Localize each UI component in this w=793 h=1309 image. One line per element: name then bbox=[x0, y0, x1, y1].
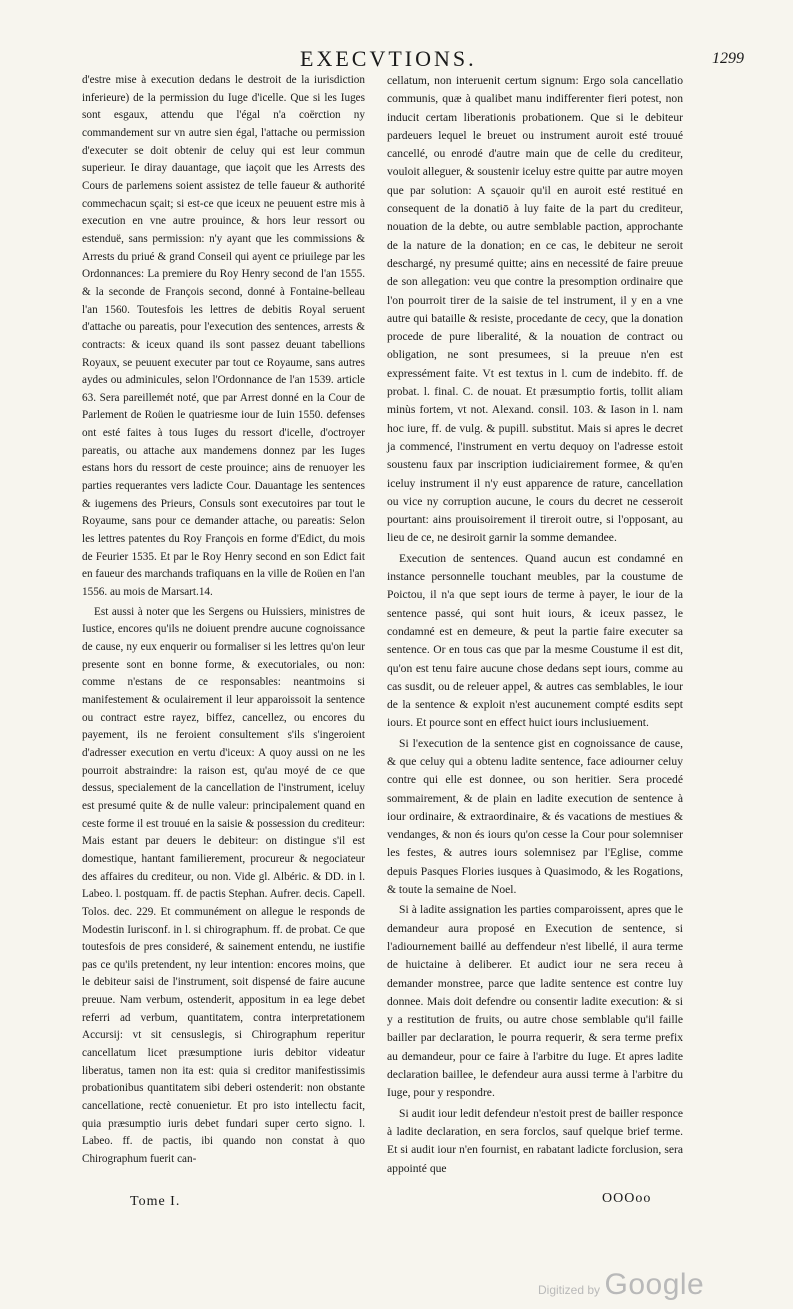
digitized-by-label: Digitized by bbox=[538, 1283, 601, 1297]
right-paragraph-3: Si l'execution de la sentence gist en cognoissance de cause, & que celuy qui a obtenu ladite sentence, face adiourner celuy contre qui elle est donnee, ou son heritier. Sera procedé sommairement, & de plain en ladite execution de sentence à iour ordinaire, & extraordinaire, & és vacations de mestiues & vendanges, & non és iours qu'on cesse la Cour pour solemniser les festes, & autres iours solemnisez par l'Eglise, comme depuis Pasques Flories iusques à Quasimodo, & les Rogations, & toute la semaine de Noel. bbox=[387, 736, 683, 897]
right-paragraph-1: cellatum, non interuenit certum signum: Ergo sola cancellatio communis, quæ à qualibet manu indifferenter fieri potest, non inducit certam liberationis probationem. Que si le debiteur pardeuers lequel le breuet ou instrument auroit esté trouué cancellé, ou enrodé d'autre main que de celle du crediteur, vouloit alleguer, & soustenir iceluy estre quitte par autre moyen que par solution: A sçauoir qu'il en auroit esté restitué en consequent de la donatiō à luy faite de la part du crediteur, nouation de la debte, ou autre semblable paction, approchante de la nature de la donation; en ce cas, le debiteur ne seroit deschargé, ny presumé quitte; ains en necessité de faire preuue de son allegation: veu que contre la presomption ordinaire que l'on pourroit tirer de la saisie de tel instrument, il y en a vne autre qui bataille & resiste, procedante de cecy, que la donation procede de pure liberalité, & la nouation de contract ou obligation, ne sont presumees, si la preuue n'en est expressément faite. Vt est textus in l. cum de indebito. ff. de probat. l. final. C. de nouat. Et præsumptio fortis, tollit aliam minùs fortem, vt not. Alexand. consil. 103. & Iason in l. nam hoc iure, ff. de vulg. & pupill. substitut. Mais si apres le decret ja commencé, l'instrument en vertu dequoy on l'adresse estoit soustenu faux par inscription iudiciairement formee, & qu'en iceluy instrument il n'y eust apparence de rature, cancellation ou vice ny corruption aucune, le cours du decret ne cesseroit pourtant: ains prouisoirement il tireroit outre, si l'opposant, au lieu de ce, ne desiroit garnir la somme demandee. bbox=[387, 74, 683, 545]
running-head-title: EXECVTIONS. bbox=[300, 46, 477, 71]
left-column bbox=[82, 72, 365, 1169]
volume-signature: Tome I. bbox=[130, 1194, 181, 1209]
right-paragraph-5: Si audit iour ledit defendeur n'estoit prest de bailler responce à ladite declaration, en sera forclos, sauf quelque brief terme. Et si audit iour n'en fournist, en rabatant ladicte forclusion, sera appointé que bbox=[387, 1106, 683, 1175]
catchword: OOOoo bbox=[602, 1191, 652, 1206]
digitized-watermark bbox=[538, 1268, 704, 1302]
right-paragraph-4: Si à ladite assignation les parties comparoissent, apres que le demandeur aura proposé en Execution de sentence, si l'adiournement baillé au deffendeur n'est libellé, il aura terme de huictaine à deliberer. Et audict iour ne sera receu à demander monstree, parce que ladite sentence est contre luy donnee. Mais doit defendre ou consentir ladite execution: & si y a restitution de fruits, ou autre chose semblable qu'il faille bailler par declaration, le pourra requerir, & sera terme prefix au demandeur, pour ce faire à l'arbitre du Iuge. Et apres ladite declaration baillee, le defendeur aura aussi terme à l'arbitre du Iuge, pour y respondre. bbox=[387, 903, 683, 1100]
right-paragraph-2: Execution de sentences. Quand aucun est condamné en instance personnelle touchant meubles, par la coustume de Poictou, il n'a que sept iours de terme à payer, le iour de la sentence passé, qui sont huit iours, & iceux passez, le condamné est en demeure, & peut la partie faire executer sa sentence. Or en tous cas que par la mesme Coustume il est dit, qu'on est tenu faire aucune chose dedans sept iours, comme au cas susdit, ou de releuer appel, & autres cas semblables, le iour de la sentence & exploit n'est aucunement compté esdits sept iours. Et pource sont en effect huict iours inclusiuement. bbox=[387, 551, 683, 730]
left-paragraph-1: d'estre mise à execution dedans le destroit de la iurisdiction inferieure) de la permission du Iuge d'icelle. Que si les Iuges sont esgaux, attendu que l'égal n'a coërction ny commandement sur vn autre sien égal, l'attache ou permission d'executer se doit obtenir de celuy qui est leur commun superieur. Ie diray dauantage, que iaçoit que les Arrests des Cours de parlemens soient assistez de telle faueur & authorité commechacun sçait; si est-ce que iceux ne peuuent estre mis à execution en vne autre prouince, & hors leur ressort ou estenduë, sans permission: n'y ayant que les commissions & Arrests du priué & grand Conseil qui ayent ce priuilege par les Ordonnances: La premiere du Roy Henry second de l'an 1555. & la seconde de François second, donné à Fontaine-belleau l'an 1560. Toutesfois les lettres de debitis Royal seruent d'attache ou pareatis, pour l'execution des sentences, arrests & contracts: & iceux quand ils sont passez deuant tabellions Royaux, se peuuent executer par tout ce Royaume, sans autres aydes ou adminicules, selon l'Ordonnance de l'an 1539. article 63. Sera pareillemét noté, que par Arrest donné en la Cour de Parlement de Roüen le quatriesme iour de Iuin 1550. defenses ont esté faites à tous Iuges du ressort d'icelle, d'octroyer pareatis, ou attache aux mandemens donnez par les Iuges estans hors du ressort de ceste prouince; ains de renuoyer les parties requerantes vers ladicte Cour. Dauantage les sentences & iugemens des Prieurs, Consuls sont executoires par tout le Royaume, sans pour ce demander attache, ou pareatis: Selon les lettres patentes du Roy François en forme d'Edict, du mois de Feurier 1535. Et par le Roy Henry second en son Edict fait en faueur des marchands trafiquans en la ville de Roüen en l'an 1556. au mois de Marsart.14. bbox=[82, 74, 365, 599]
right-column bbox=[387, 72, 683, 1178]
page-number: 1299 bbox=[712, 50, 744, 67]
left-paragraph-2: Est aussi à noter que les Sergens ou Huissiers, ministres de Iustice, encores qu'ils ne doiuent prendre aucune cognoissance de cause, ny eux enquerir ou formaliser si les lettres qu'on leur presente sont en bonne forme, & executoriales, ou non: comme n'estans de ce responsables: neantmoins si manifestement & oculairement il leur apparoissoit la sentence ou contract estre rayez, biffez, cancellez, ou encores du payement, ils ne feroient consultement s'ils s'ingeroient d'adresser execution en vertu d'iceux: A quoy aussi on ne les pourroit abstraindre: la raison est, qu'au moyé de ce que dessus, specialement de la cancellation de l'instrument, iceluy est presumé quite & de nulle valeur: principalement quand en ceste forme il est trouué en la saisie & possession du crediteur: Mais estant par deuers le debiteur: on distingue s'il est domestique, hantant familierement, procureur & negociateur des affaires du crediteur, ou non. Vide gl. Albéric. & DD. in l. Labeo. l. postquam. ff. de pactis Stephan. Aufrer. decis. Capell. Tolos. dec. 229. Et communément on allegue le responds de Modestin Iurisconf. in l. si chirographum. ff. de probat. Ce que toutesfois de pres consideré, & sainement entendu, ne iustifie pas ce qu'ils pretendent, ny leur intention: encores moins, que le debiteur saisi de l'instrument, soit dispensé de faire aucune preuue. Nam verbum, ostenderit, appositum in ea lege debet referri ad verbum, quantitatem, contra interpretationem Accursij: vt sit censuslegis, si Chirographum reperitur cancellatum licet præsumptione iuris debitor videatur liberatus, tamen non ita est: quia si creditor manifestissimis probationibus quantitatem sibi deberi ostenderit: non obstante cancellatione, rectè conuenietur. Et pro isto intellectu facit, quia præsumptio iuris debet fundari super certo signo. l. Labeo. ff. de pactis, ibi quando non constat à quo Chirographum fuerit can- bbox=[82, 605, 365, 1166]
google-logo: Google bbox=[604, 1268, 705, 1301]
